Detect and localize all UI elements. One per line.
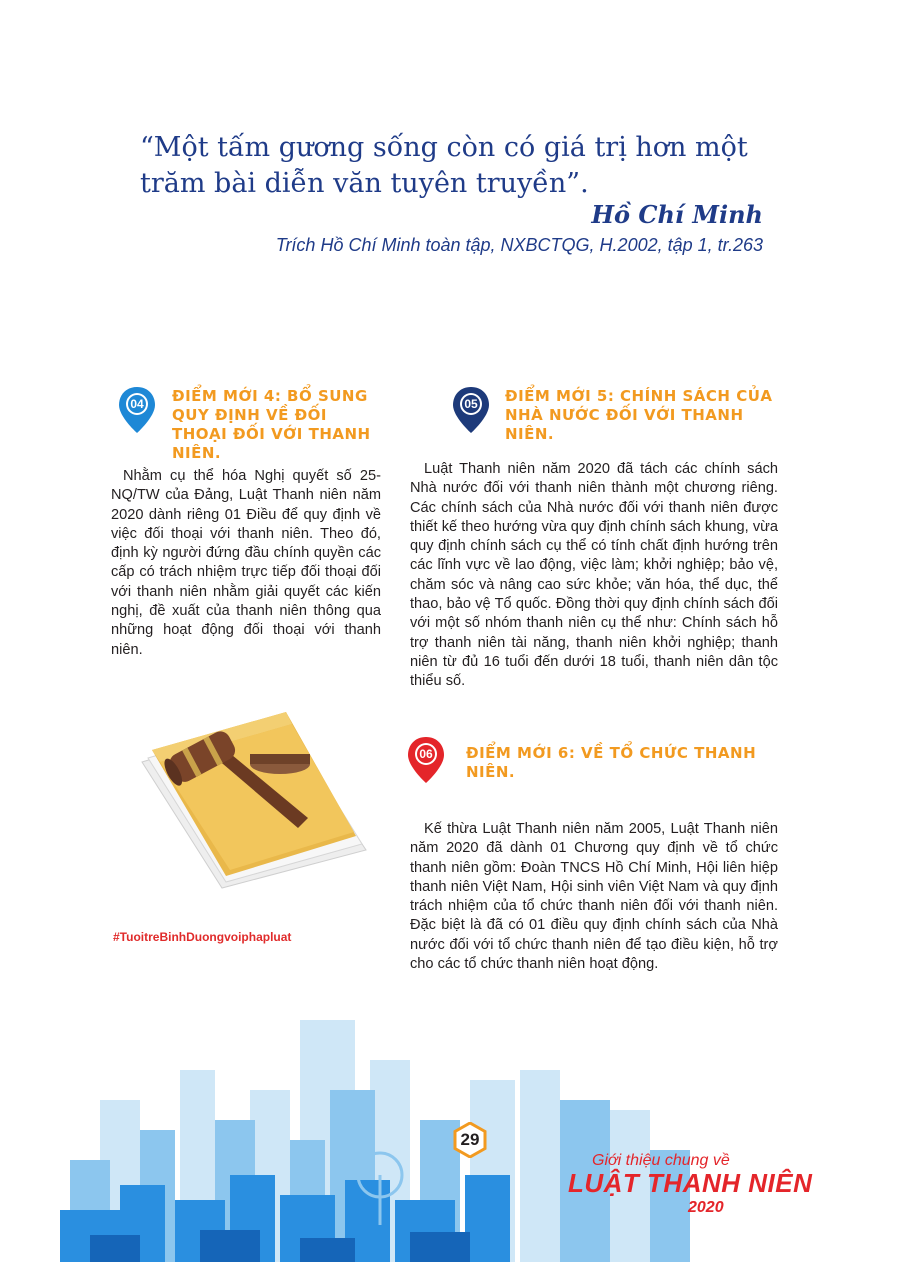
city-skyline-illustration	[0, 1000, 900, 1262]
badge-04-number: 04	[130, 397, 144, 411]
badge-04-icon	[116, 385, 158, 435]
badge-05-icon	[450, 385, 492, 435]
section-05-heading: ĐIỂM MỚI 5: CHÍNH SÁCH CỦA NHÀ NƯỚC ĐỐI VỚI THANH NIÊN.	[505, 387, 773, 443]
badge-06-icon	[405, 735, 447, 785]
section-04-body: Nhằm cụ thể hóa Nghị quyết số 25-NQ/TW của Đảng, Luật Thanh niên năm 2020 dành riêng 01 Điều để quy định về việc đối thoại với thanh niên. Theo đó, định kỳ người đứng đầu chính quyền các cấp có trách nhiệm trực tiếp đối thoại đối với thanh niên nhằm giải quyết các kiến nghị, đề xuất của thanh niên thông qua những hoạt động đối thoại với thanh niên.	[111, 468, 381, 658]
gavel-folder-illustration	[130, 700, 380, 890]
section-06-heading: ĐIỂM MỚI 6: VỀ TỔ CHỨC THANH NIÊN.	[466, 744, 757, 781]
page-number: 29	[460, 1130, 480, 1149]
quote-text: “Một tấm gương sống còn có giá trị hơn một trăm bài diễn văn tuyên truyền”.	[140, 132, 748, 199]
badge-06-number: 06	[419, 747, 433, 761]
section-06-body: Kế thừa Luật Thanh niên năm 2005, Luật Thanh niên năm 2020 đã dành 01 Chương quy định về tổ chức thanh niên gồm: Đoàn TNCS Hồ Chí Minh, Hội liên hiệp thanh niên Việt Nam, Hội sinh viên Việt Nam và quy định trách nhiệm của tổ chức thanh niên đối với thanh niên. Đặc biệt là đã có 01 điều quy định chính sách của Nhà nước đối với tổ chức thanh niên để tạo điều kiện, hỗ trợ cho các tổ chức thanh niên hoạt động.	[410, 821, 778, 973]
section-05-body: Luật Thanh niên năm 2020 đã tách các chính sách Nhà nước đối với thanh niên thành một chương riêng. Các chính sách của Nhà nước đối với thanh niên được thiết kế theo hướng vừa quy định chính sách khung, vừa quy định chính sách cụ thể có tính chất định hướng trên các lĩnh vực về lao động, việc làm; khởi nghiệp; bảo vệ, chăm sóc và nâng cao sức khỏe; văn hóa, thể dục, thể thao, bảo vệ Tổ quốc. Đồng thời quy định chính sách đối với một số nhóm thanh niên cụ thể như: Chính sách hỗ trợ thanh niên tài năng, thanh niên khởi nghiệp; thanh niên từ đủ 16 tuổi đến dưới 18 tuổi, thanh niên dân tộc thiểu số.	[410, 461, 778, 690]
footer-subtitle: Giới thiệu chung về	[592, 1152, 730, 1169]
badge-05-number: 05	[464, 397, 478, 411]
quote-author: Hồ Chí Minh	[591, 200, 763, 229]
hashtag: #TuoitreBinhDuongvoiphapluat	[113, 930, 292, 944]
quote-source: Trích Hồ Chí Minh toàn tập, NXBCTQG, H.2002, tập 1, tr.263	[275, 235, 763, 255]
section-04-heading: ĐIỂM MỚI 4: BỔ SUNG QUY ĐỊNH VỀ ĐỐI THOẠI ĐỐI VỚI THANH NIÊN.	[172, 387, 371, 462]
footer-title: LUẬT THANH NIÊN	[568, 1168, 813, 1198]
footer-year: 2020	[688, 1199, 724, 1216]
